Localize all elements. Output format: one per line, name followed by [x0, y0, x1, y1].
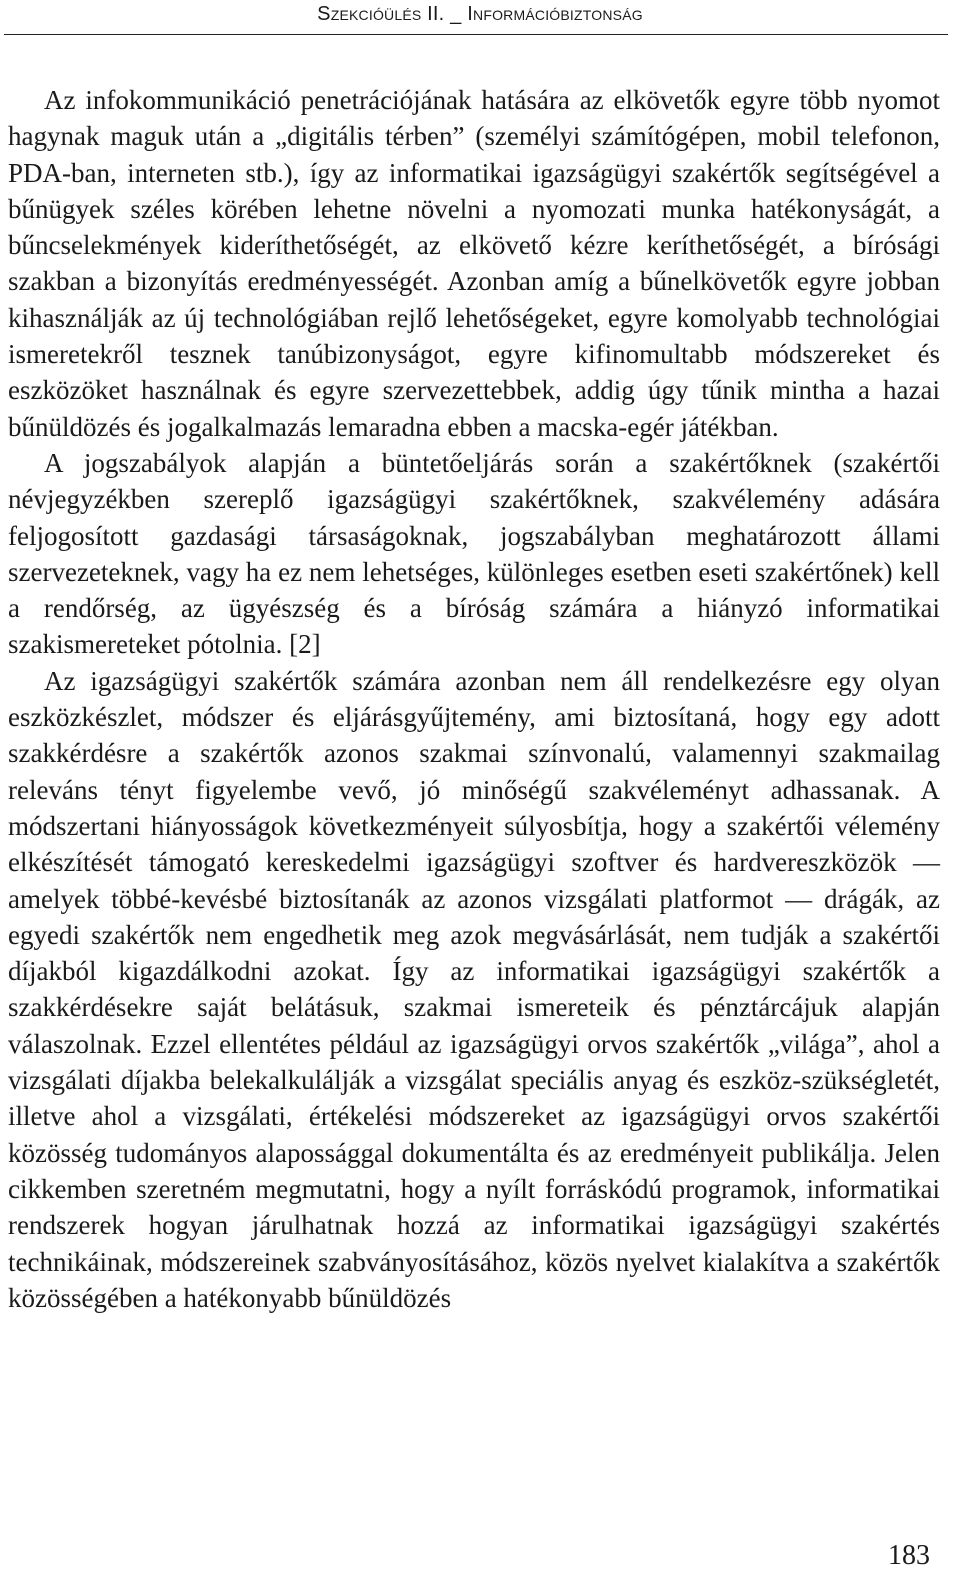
running-header — [0, 0, 960, 36]
article-body — [8, 82, 940, 1316]
paragraph: Az igazságügyi szakértők számára azonban nem áll rendelkezésre egy olyan eszközkészlet, módszer és eljárásgyűjtemény, ami biztosítaná, hogy egy adott szakkérdésre a szakértők azonos szakmai színvonalú, valamennyi szakmailag releváns tényt figyelembe vevő, jó minőségű szakvéleményt adhassanak. A módszertani hiányosságok következményeit súlyosbítja, hogy a szakértői vélemény elkészítését támogató kereskedelmi igazságügyi szoftver és hardvereszközök — amelyek többé-kevésbé biztosítanák az azonos vizsgálati platformot — drágák, az egyedi szakértők nem engedhetik meg azok megvásárlását, nem tudják a szakértői díjakból kigazdálkodni azokat. Így az informatikai igazságügyi szakértők a szakkérdésekre saját belátásuk, szakmai ismereteik és pénztárcájuk alapján válaszolnak. Ezzel ellentétes például az igazságügyi orvos szakértők „világa”, ahol a vizsgálati díjakba belekalkulálják a vizsgálat speciális anyag és eszköz-szükségletét, illetve ahol a vizsgálati, értékelési módszereket az igazságügyi orvos szakértői közösség tudományos alapossággal dokumentálta és az eredményeit publikálja. Jelen cikkemben szeretném megmutatni, hogy a nyílt forráskódú programok, informatikai rendszerek hogyan járulhatnak hozzá az informatikai igazságügyi szakértés technikáinak, módszereinek szabványosításához, közös nyelvet kialakítva a szakértők közösségében a hatékonyabb bűnüldözés — [8, 665, 940, 1313]
page-number: 183 — [888, 1540, 930, 1571]
paragraph: Az infokommunikáció penetrációjának hatására az elkövetők egyre több nyomot hagynak maguk után a „digitális térben” (személyi számítógépen, mobil telefonon, PDA-ban, interneten stb.), így az informatikai igazságügyi szakértők segítségével a bűnügyek széles körében lehetne növelni a nyomozati munka hatékonyságát, a bűncselekmények kideríthetőségét, az elkövető kézre keríthetőségét, a bírósági szakban a bizonyítás eredményességét. Azonban amíg a bűnelkövetők egyre jobban kihasználják az új technológiában rejlő lehetőségeket, egyre komolyabb technológiai ismeretekről tesznek tanúbizonyságot, egyre kifinomultabb módszereket és eszközöket használnak és egyre szervezettebbek, addig úgy tűnik mintha a hazai bűnüldözés és jogalkalmazás lemaradna ebben a macska-egér játékban. — [8, 85, 940, 442]
section-title: Szekcióülés II. _ Információbiztonság — [317, 3, 643, 25]
paragraph: A jogszabályok alapján a büntetőeljárás során a szakértőknek (szakértői névjegyzékben szereplő igazságügyi szakértőknek, szakvélemény adására feljogosított gazdasági társaságoknak, jogszabályban meghatározott állami szervezeteknek, vagy ha ez nem lehetséges, különleges esetben eseti szakértőnek) kell a rendőrség, az ügyészség és a bíróság számára a hiányzó informatikai szakismereteket pótolnia. [2] — [8, 447, 940, 660]
header-divider — [4, 34, 948, 35]
